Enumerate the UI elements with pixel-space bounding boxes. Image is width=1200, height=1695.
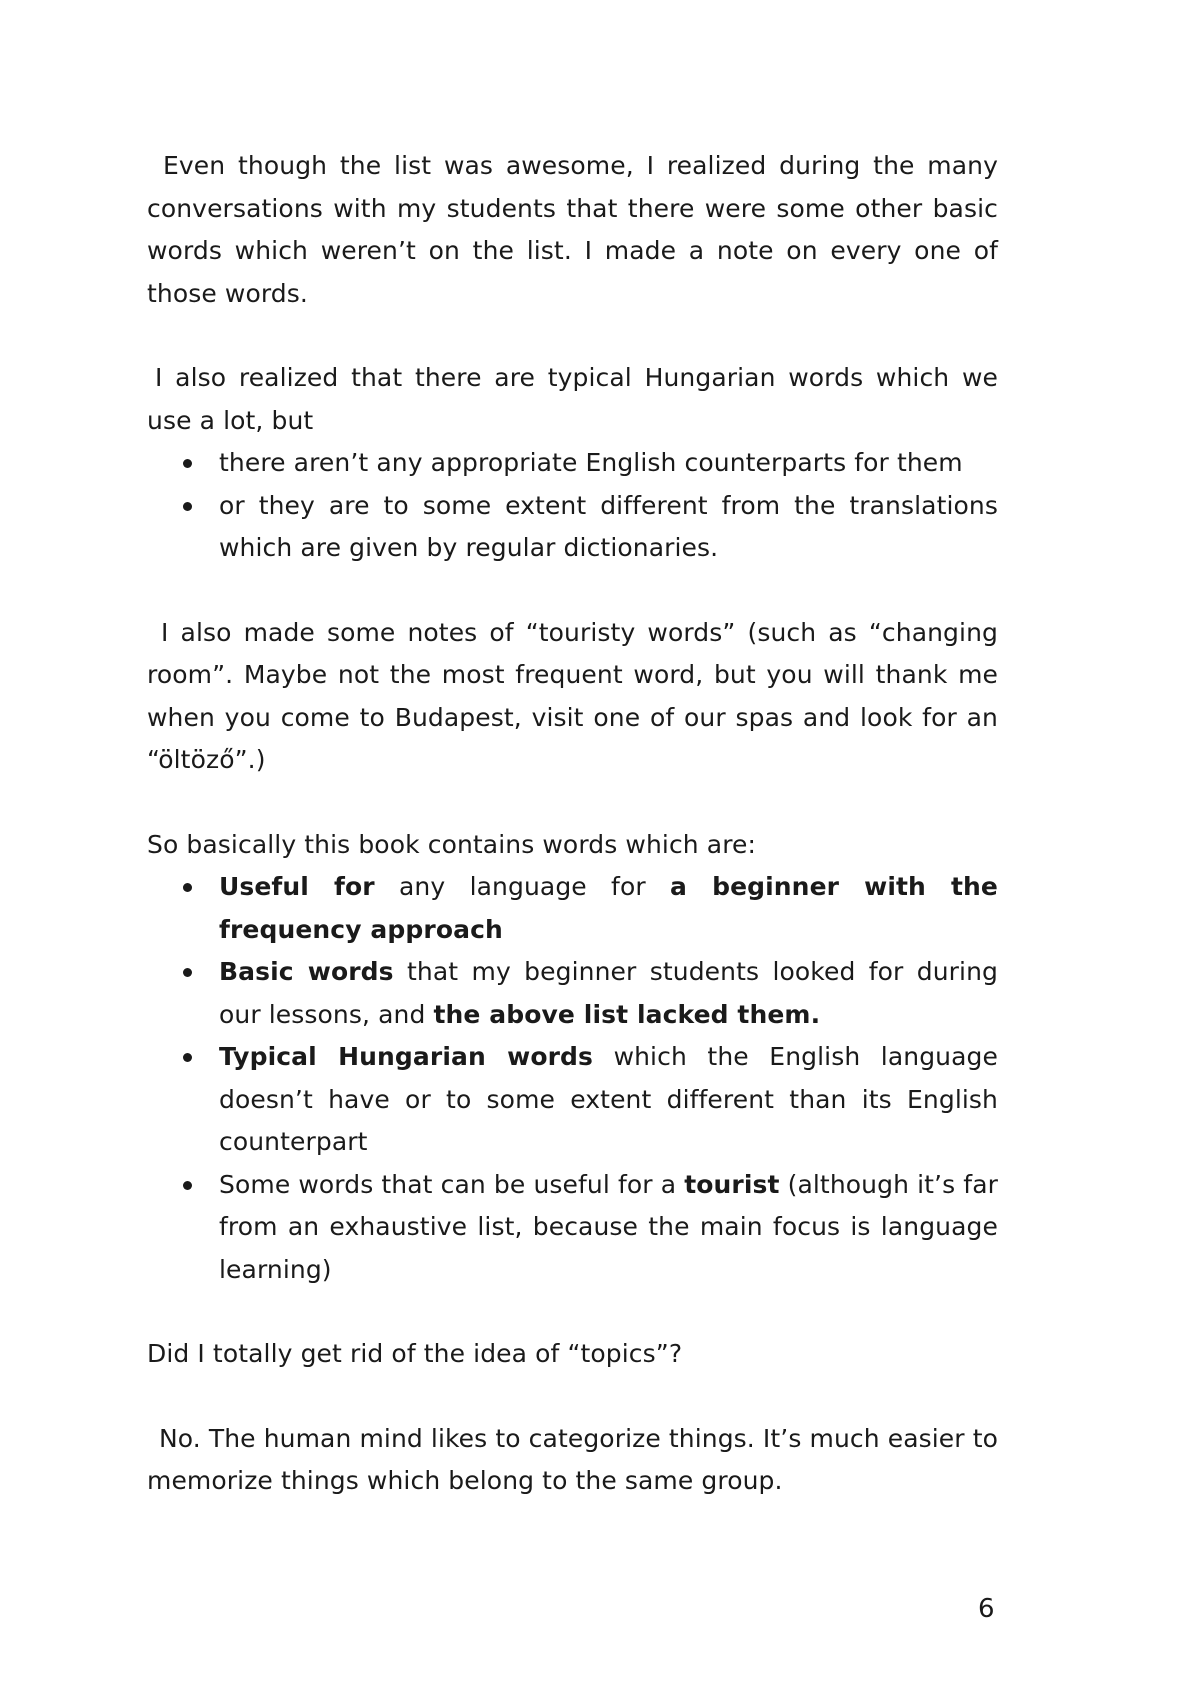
- bullet-icon: [183, 1053, 192, 1062]
- bold-text: Basic words: [219, 957, 394, 986]
- list-item-text: there aren’t any appropriate English counterparts for them: [219, 448, 963, 477]
- paragraph-gap: [147, 782, 998, 824]
- paragraph-hungarian-words: I also realized that there are typical Hungarian words which we use a lot, but: [147, 363, 998, 435]
- list-item: [147, 1036, 998, 1164]
- paragraph-intro: Even though the list was awesome, I realized during the many conversations with my students that there were some other basic words which weren’t on the list. I made a note on every one of those words.: [147, 151, 998, 308]
- paragraph-touristy-words: I also made some notes of “touristy words” (such as “changing room”. Maybe not the most frequent word, but you will thank me when you come to Budapest, visit one of our spas and look for an “öltöző”.): [147, 617, 998, 774]
- list-item-text: or they are to some extent different from the translations which are given by regular dictionaries.: [219, 490, 998, 562]
- book-contents-list: [147, 866, 998, 1291]
- bullet-icon: [183, 459, 192, 468]
- page-number: 6: [978, 1594, 995, 1624]
- hungarian-words-list: [147, 442, 998, 570]
- bold-text: Useful for: [219, 872, 375, 901]
- bold-text: a beginner with the frequency approach: [219, 872, 998, 944]
- list-item: [147, 442, 998, 485]
- list-item-text: (although it’s far from an exhaustive list, because the main focus is language learning): [219, 1169, 998, 1284]
- paragraph-gap: [147, 315, 998, 357]
- bullet-icon: [183, 502, 192, 511]
- list-item-text: which the English language doesn’t have or to some extent different than its English counterpart: [219, 1042, 998, 1156]
- paragraph-topics-answer: No. The human mind likes to categorize things. It’s much easier to memorize things which belong to the same group.: [147, 1423, 998, 1495]
- page-body: [147, 145, 998, 1503]
- list-item: [147, 1164, 998, 1292]
- list-item: [147, 951, 998, 1036]
- paragraph-topics-question: Did I totally get rid of the idea of “topics”?: [147, 1339, 683, 1368]
- bold-text: the above list lacked them.: [433, 999, 821, 1029]
- paragraph-gap: [147, 1376, 998, 1418]
- bold-text: tourist: [684, 1169, 780, 1199]
- list-item: [147, 866, 998, 951]
- bold-text: Typical Hungarian words: [219, 1042, 594, 1071]
- list-item-text: Some words that can be useful for a: [219, 1169, 685, 1199]
- paragraph-book-contents: So basically this book contains words which are:: [147, 829, 757, 859]
- list-item: [147, 485, 998, 570]
- bullet-icon: [183, 968, 192, 977]
- paragraph-gap: [147, 570, 998, 612]
- bullet-icon: [183, 883, 192, 892]
- list-item-text: that my beginner students looked for during our lessons, and: [219, 957, 999, 1029]
- bullet-icon: [183, 1181, 192, 1190]
- list-item-text: any language for: [374, 872, 671, 901]
- paragraph-gap: [147, 1291, 998, 1333]
